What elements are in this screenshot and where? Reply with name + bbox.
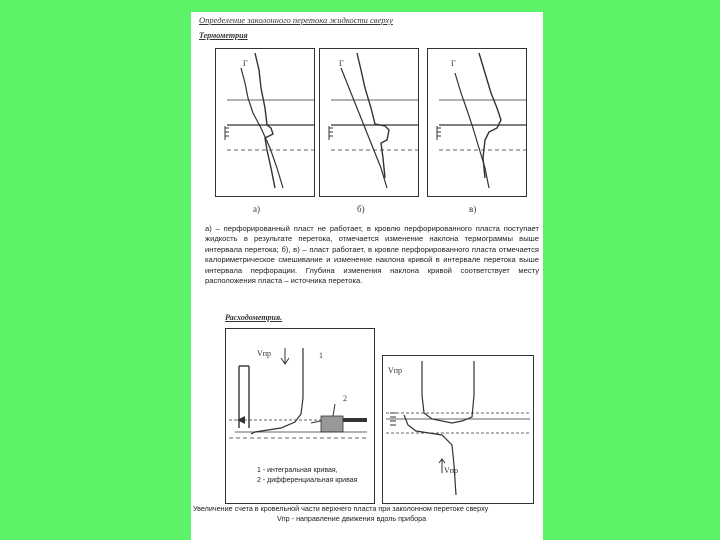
- thermogram-c-curve-label: Г: [451, 59, 456, 68]
- document-title: Определение заколонного перетока жидкости сверху: [199, 15, 393, 25]
- flowmetry-heading: Расходометрия.: [225, 313, 283, 322]
- flowmeter-right-v-bottom: Vпр: [444, 466, 459, 475]
- thermogram-a: [215, 48, 315, 208]
- thermogram-a-curve-label: Г: [243, 59, 248, 68]
- caption-line2: Vпр - направление движения вдоль прибора: [277, 514, 427, 523]
- flowmeter-left-v-label: Vпр: [257, 349, 272, 358]
- legend-differential: 2 - дифференциальная кривая: [257, 477, 358, 484]
- legend-integral: 1 - интегральная кривая,: [257, 467, 338, 474]
- thermometry-heading: Термометрия: [199, 31, 248, 40]
- thermogram-c: [427, 48, 527, 208]
- thermometry-description: а) – перфорированный пласт не работает, в кровлю перфорированного пласта поступает жидкость в результате перетока, отмечается изменение наклона термограммы выше интервала перетока; б), в) – пласт работает, в кровле перфорированного пласта отмечается калориметрическое смешивание и изменение наклона кривой в интервале перетока выше интервала перфорации. Глубина изменения наклона кривой соответствует месту расположения пласта – источника перетока.: [205, 224, 539, 286]
- panel-a-label: а): [253, 204, 260, 214]
- document-page: [191, 12, 543, 540]
- panel-b-label: б): [357, 204, 365, 214]
- flowmeter-legend: [257, 466, 357, 486]
- thermogram-b: [319, 48, 419, 208]
- flowmeter-caption: [193, 504, 488, 524]
- panel-c-label: в): [469, 204, 477, 214]
- caption-line1: Увеличение счета в кровельной части верхнего пласта при заколонном перетоке сверху: [193, 504, 489, 513]
- thermogram-b-curve-label: Г: [339, 59, 344, 68]
- flowmeter-right-v-top: Vпр: [388, 366, 403, 375]
- flowmeter-left-num1: 1: [319, 351, 323, 360]
- flowmeter-left-num2: 2: [343, 394, 347, 403]
- flowmeter-chart-right: [382, 355, 534, 505]
